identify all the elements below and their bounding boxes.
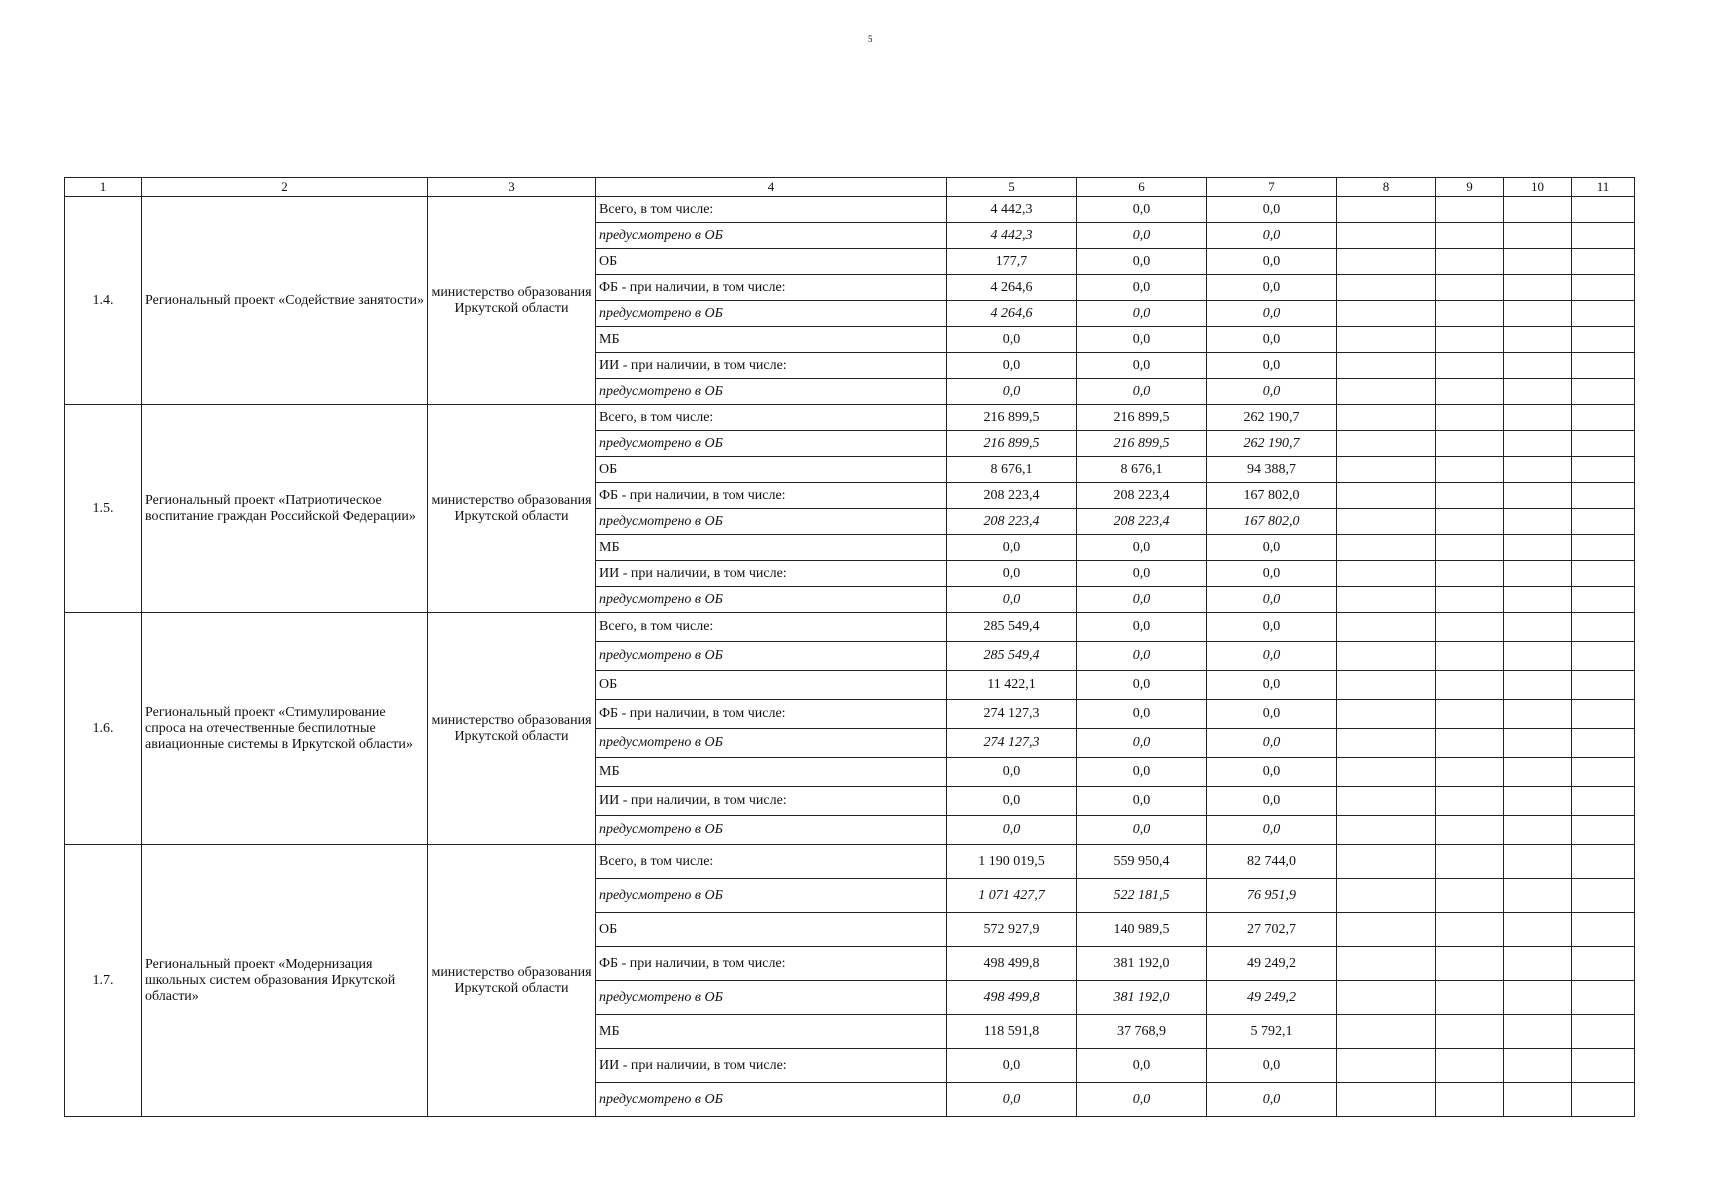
empty-cell (1572, 535, 1635, 561)
empty-cell (1337, 197, 1436, 223)
empty-cell (1572, 457, 1635, 483)
empty-cell (1337, 913, 1436, 947)
col-header: 10 (1504, 178, 1572, 197)
amount-cell: 0,0 (1207, 197, 1337, 223)
amount-cell: 0,0 (1077, 758, 1207, 787)
amount-cell: 0,0 (1077, 353, 1207, 379)
amount-cell: 0,0 (947, 587, 1077, 613)
empty-cell (1572, 405, 1635, 431)
amount-cell: 208 223,4 (947, 483, 1077, 509)
amount-cell: 262 190,7 (1207, 405, 1337, 431)
amount-cell: 216 899,5 (1077, 431, 1207, 457)
amount-cell: 0,0 (947, 535, 1077, 561)
amount-cell: 0,0 (1207, 671, 1337, 700)
amount-cell: 0,0 (1207, 1049, 1337, 1083)
empty-cell (1572, 249, 1635, 275)
amount-cell: 208 223,4 (1077, 483, 1207, 509)
empty-cell (1436, 483, 1504, 509)
amount-cell: 27 702,7 (1207, 913, 1337, 947)
empty-cell (1436, 587, 1504, 613)
funding-source-label: предусмотрено в ОБ (596, 1083, 947, 1117)
empty-cell (1337, 535, 1436, 561)
amount-cell: 82 744,0 (1207, 845, 1337, 879)
empty-cell (1337, 457, 1436, 483)
funding-source-label: ОБ (596, 671, 947, 700)
empty-cell (1436, 197, 1504, 223)
empty-cell (1504, 879, 1572, 913)
amount-cell: 4 442,3 (947, 223, 1077, 249)
funding-source-label: предусмотрено в ОБ (596, 301, 947, 327)
empty-cell (1572, 816, 1635, 845)
funding-source-label: ИИ - при наличии, в том числе: (596, 787, 947, 816)
empty-cell (1337, 587, 1436, 613)
empty-cell (1436, 275, 1504, 301)
col-header: 4 (596, 178, 947, 197)
amount-cell: 0,0 (1077, 561, 1207, 587)
empty-cell (1337, 879, 1436, 913)
funding-source-label: Всего, в том числе: (596, 845, 947, 879)
empty-cell (1504, 613, 1572, 642)
amount-cell: 0,0 (1077, 1083, 1207, 1117)
amount-cell: 1 071 427,7 (947, 879, 1077, 913)
funding-source-label: ОБ (596, 457, 947, 483)
amount-cell: 0,0 (947, 561, 1077, 587)
amount-cell: 118 591,8 (947, 1015, 1077, 1049)
funding-source-label: ИИ - при наличии, в том числе: (596, 1049, 947, 1083)
amount-cell: 0,0 (1207, 275, 1337, 301)
empty-cell (1572, 613, 1635, 642)
empty-cell (1337, 509, 1436, 535)
empty-cell (1504, 758, 1572, 787)
funding-source-label: предусмотрено в ОБ (596, 879, 947, 913)
funding-source-label: предусмотрено в ОБ (596, 981, 947, 1015)
amount-cell: 4 442,3 (947, 197, 1077, 223)
empty-cell (1436, 405, 1504, 431)
empty-cell (1504, 1049, 1572, 1083)
project-name: Региональный проект «Содействие занятости» (142, 197, 428, 405)
amount-cell: 0,0 (1077, 1049, 1207, 1083)
empty-cell (1436, 561, 1504, 587)
amount-cell: 0,0 (947, 758, 1077, 787)
funding-source-label: МБ (596, 758, 947, 787)
empty-cell (1572, 913, 1635, 947)
table-row (65, 613, 1635, 642)
amount-cell: 0,0 (1077, 327, 1207, 353)
responsible-org: министерство образования Иркутской области (428, 197, 596, 405)
empty-cell (1436, 913, 1504, 947)
amount-cell: 0,0 (1077, 379, 1207, 405)
empty-cell (1337, 816, 1436, 845)
empty-cell (1337, 729, 1436, 758)
empty-cell (1436, 431, 1504, 457)
amount-cell: 0,0 (1077, 587, 1207, 613)
empty-cell (1436, 758, 1504, 787)
amount-cell: 0,0 (1207, 729, 1337, 758)
empty-cell (1337, 1083, 1436, 1117)
amount-cell: 208 223,4 (947, 509, 1077, 535)
empty-cell (1436, 613, 1504, 642)
amount-cell: 0,0 (1207, 613, 1337, 642)
empty-cell (1504, 947, 1572, 981)
empty-cell (1337, 787, 1436, 816)
amount-cell: 0,0 (1077, 301, 1207, 327)
amount-cell: 0,0 (1077, 223, 1207, 249)
amount-cell: 0,0 (1207, 587, 1337, 613)
empty-cell (1504, 327, 1572, 353)
amount-cell: 0,0 (1207, 700, 1337, 729)
empty-cell (1337, 275, 1436, 301)
funding-source-label: МБ (596, 1015, 947, 1049)
amount-cell: 0,0 (1077, 787, 1207, 816)
empty-cell (1572, 223, 1635, 249)
empty-cell (1572, 700, 1635, 729)
empty-cell (1436, 249, 1504, 275)
amount-cell: 1 190 019,5 (947, 845, 1077, 879)
amount-cell: 0,0 (1207, 301, 1337, 327)
empty-cell (1436, 981, 1504, 1015)
empty-cell (1504, 483, 1572, 509)
empty-cell (1436, 729, 1504, 758)
responsible-org: министерство образования Иркутской области (428, 405, 596, 613)
empty-cell (1337, 1049, 1436, 1083)
funding-source-label: ФБ - при наличии, в том числе: (596, 947, 947, 981)
amount-cell: 285 549,4 (947, 613, 1077, 642)
empty-cell (1436, 787, 1504, 816)
empty-cell (1504, 431, 1572, 457)
col-header: 8 (1337, 178, 1436, 197)
amount-cell: 0,0 (1207, 642, 1337, 671)
amount-cell: 0,0 (1207, 816, 1337, 845)
empty-cell (1572, 275, 1635, 301)
funding-source-label: предусмотрено в ОБ (596, 729, 947, 758)
col-header: 2 (142, 178, 428, 197)
amount-cell: 5 792,1 (1207, 1015, 1337, 1049)
empty-cell (1504, 405, 1572, 431)
empty-cell (1572, 587, 1635, 613)
empty-cell (1504, 642, 1572, 671)
page-number: 5 (868, 34, 873, 44)
empty-cell (1504, 787, 1572, 816)
col-header: 1 (65, 178, 142, 197)
amount-cell: 11 422,1 (947, 671, 1077, 700)
funding-source-label: ИИ - при наличии, в том числе: (596, 561, 947, 587)
empty-cell (1504, 587, 1572, 613)
empty-cell (1504, 981, 1572, 1015)
amount-cell: 0,0 (1077, 613, 1207, 642)
amount-cell: 94 388,7 (1207, 457, 1337, 483)
amount-cell: 498 499,8 (947, 947, 1077, 981)
amount-cell: 8 676,1 (1077, 457, 1207, 483)
funding-source-label: Всего, в том числе: (596, 613, 947, 642)
col-header: 11 (1572, 178, 1635, 197)
col-header: 5 (947, 178, 1077, 197)
section-number: 1.4. (65, 197, 142, 405)
empty-cell (1504, 845, 1572, 879)
empty-cell (1572, 327, 1635, 353)
amount-cell: 0,0 (1077, 197, 1207, 223)
empty-cell (1572, 353, 1635, 379)
empty-cell (1504, 379, 1572, 405)
section-number: 1.7. (65, 845, 142, 1117)
funding-source-label: Всего, в том числе: (596, 197, 947, 223)
empty-cell (1337, 223, 1436, 249)
empty-cell (1337, 981, 1436, 1015)
empty-cell (1504, 1083, 1572, 1117)
amount-cell: 0,0 (947, 816, 1077, 845)
amount-cell: 0,0 (1207, 353, 1337, 379)
empty-cell (1436, 947, 1504, 981)
amount-cell: 0,0 (1207, 758, 1337, 787)
empty-cell (1504, 671, 1572, 700)
amount-cell: 0,0 (1207, 223, 1337, 249)
amount-cell: 572 927,9 (947, 913, 1077, 947)
amount-cell: 0,0 (947, 1083, 1077, 1117)
funding-source-label: предусмотрено в ОБ (596, 816, 947, 845)
funding-source-label: МБ (596, 535, 947, 561)
amount-cell: 274 127,3 (947, 700, 1077, 729)
empty-cell (1436, 535, 1504, 561)
empty-cell (1337, 249, 1436, 275)
empty-cell (1504, 816, 1572, 845)
empty-cell (1572, 1049, 1635, 1083)
empty-cell (1337, 671, 1436, 700)
amount-cell: 285 549,4 (947, 642, 1077, 671)
empty-cell (1337, 613, 1436, 642)
empty-cell (1572, 879, 1635, 913)
empty-cell (1436, 353, 1504, 379)
funding-source-label: МБ (596, 327, 947, 353)
empty-cell (1504, 223, 1572, 249)
col-header: 6 (1077, 178, 1207, 197)
amount-cell: 8 676,1 (947, 457, 1077, 483)
empty-cell (1572, 981, 1635, 1015)
empty-cell (1337, 642, 1436, 671)
col-header: 7 (1207, 178, 1337, 197)
amount-cell: 0,0 (1077, 275, 1207, 301)
amount-cell: 0,0 (1077, 671, 1207, 700)
table-row (65, 197, 1635, 223)
funding-source-label: предусмотрено в ОБ (596, 509, 947, 535)
amount-cell: 37 768,9 (1077, 1015, 1207, 1049)
amount-cell: 216 899,5 (947, 405, 1077, 431)
empty-cell (1436, 379, 1504, 405)
responsible-org: министерство образования Иркутской области (428, 613, 596, 845)
amount-cell: 0,0 (1207, 561, 1337, 587)
amount-cell: 49 249,2 (1207, 981, 1337, 1015)
empty-cell (1436, 457, 1504, 483)
amount-cell: 4 264,6 (947, 275, 1077, 301)
empty-cell (1337, 405, 1436, 431)
amount-cell: 0,0 (1077, 700, 1207, 729)
table-body (65, 197, 1635, 1117)
amount-cell: 0,0 (947, 379, 1077, 405)
empty-cell (1436, 845, 1504, 879)
amount-cell: 177,7 (947, 249, 1077, 275)
amount-cell: 522 181,5 (1077, 879, 1207, 913)
empty-cell (1436, 816, 1504, 845)
amount-cell: 0,0 (947, 353, 1077, 379)
empty-cell (1436, 1049, 1504, 1083)
funding-source-label: предусмотрено в ОБ (596, 379, 947, 405)
empty-cell (1337, 1015, 1436, 1049)
empty-cell (1337, 758, 1436, 787)
funding-source-label: ОБ (596, 913, 947, 947)
empty-cell (1572, 787, 1635, 816)
funding-source-label: предусмотрено в ОБ (596, 431, 947, 457)
amount-cell: 0,0 (947, 1049, 1077, 1083)
amount-cell: 0,0 (1077, 535, 1207, 561)
empty-cell (1504, 729, 1572, 758)
empty-cell (1504, 509, 1572, 535)
amount-cell: 0,0 (947, 787, 1077, 816)
section-number: 1.6. (65, 613, 142, 845)
funding-source-label: предусмотрено в ОБ (596, 642, 947, 671)
empty-cell (1436, 1015, 1504, 1049)
amount-cell: 208 223,4 (1077, 509, 1207, 535)
empty-cell (1572, 845, 1635, 879)
amount-cell: 381 192,0 (1077, 981, 1207, 1015)
amount-cell: 262 190,7 (1207, 431, 1337, 457)
project-name: Региональный проект «Стимулирование спроса на отечественные беспилотные авиационные системы в Иркутской области» (142, 613, 428, 845)
funding-source-label: ОБ (596, 249, 947, 275)
amount-cell: 216 899,5 (947, 431, 1077, 457)
empty-cell (1504, 700, 1572, 729)
empty-cell (1436, 327, 1504, 353)
amount-cell: 381 192,0 (1077, 947, 1207, 981)
empty-cell (1572, 729, 1635, 758)
amount-cell: 0,0 (1207, 1083, 1337, 1117)
col-header: 9 (1436, 178, 1504, 197)
header-row (65, 178, 1635, 197)
empty-cell (1436, 301, 1504, 327)
empty-cell (1572, 1015, 1635, 1049)
empty-cell (1436, 671, 1504, 700)
project-name: Региональный проект «Патриотическое воспитание граждан Российской Федерации» (142, 405, 428, 613)
empty-cell (1436, 642, 1504, 671)
empty-cell (1504, 353, 1572, 379)
amount-cell: 0,0 (1207, 535, 1337, 561)
amount-cell: 216 899,5 (1077, 405, 1207, 431)
section-number: 1.5. (65, 405, 142, 613)
empty-cell (1572, 947, 1635, 981)
empty-cell (1504, 561, 1572, 587)
empty-cell (1337, 353, 1436, 379)
budget-table (64, 177, 1635, 1117)
funding-source-label: Всего, в том числе: (596, 405, 947, 431)
empty-cell (1572, 197, 1635, 223)
amount-cell: 0,0 (1077, 729, 1207, 758)
empty-cell (1572, 483, 1635, 509)
empty-cell (1504, 535, 1572, 561)
empty-cell (1572, 758, 1635, 787)
empty-cell (1337, 379, 1436, 405)
amount-cell: 274 127,3 (947, 729, 1077, 758)
amount-cell: 140 989,5 (1077, 913, 1207, 947)
empty-cell (1337, 561, 1436, 587)
empty-cell (1337, 845, 1436, 879)
empty-cell (1572, 1083, 1635, 1117)
empty-cell (1337, 327, 1436, 353)
amount-cell: 559 950,4 (1077, 845, 1207, 879)
empty-cell (1436, 879, 1504, 913)
empty-cell (1504, 275, 1572, 301)
empty-cell (1504, 1015, 1572, 1049)
empty-cell (1572, 379, 1635, 405)
empty-cell (1572, 431, 1635, 457)
amount-cell: 0,0 (1207, 327, 1337, 353)
col-header: 3 (428, 178, 596, 197)
amount-cell: 0,0 (1207, 379, 1337, 405)
table-row (65, 405, 1635, 431)
table-row (65, 845, 1635, 879)
empty-cell (1504, 249, 1572, 275)
empty-cell (1504, 301, 1572, 327)
amount-cell: 76 951,9 (1207, 879, 1337, 913)
amount-cell: 167 802,0 (1207, 509, 1337, 535)
funding-source-label: предусмотрено в ОБ (596, 223, 947, 249)
empty-cell (1504, 197, 1572, 223)
funding-source-label: ИИ - при наличии, в том числе: (596, 353, 947, 379)
amount-cell: 167 802,0 (1207, 483, 1337, 509)
empty-cell (1436, 223, 1504, 249)
empty-cell (1572, 671, 1635, 700)
amount-cell: 49 249,2 (1207, 947, 1337, 981)
responsible-org: министерство образования Иркутской области (428, 845, 596, 1117)
empty-cell (1572, 301, 1635, 327)
empty-cell (1337, 483, 1436, 509)
empty-cell (1572, 509, 1635, 535)
funding-source-label: ФБ - при наличии, в том числе: (596, 483, 947, 509)
empty-cell (1572, 642, 1635, 671)
empty-cell (1337, 431, 1436, 457)
project-name: Региональный проект «Модернизация школьных систем образования Иркутской области» (142, 845, 428, 1117)
empty-cell (1572, 561, 1635, 587)
empty-cell (1337, 700, 1436, 729)
empty-cell (1504, 457, 1572, 483)
amount-cell: 0,0 (1207, 249, 1337, 275)
empty-cell (1436, 1083, 1504, 1117)
empty-cell (1504, 913, 1572, 947)
empty-cell (1436, 509, 1504, 535)
empty-cell (1337, 301, 1436, 327)
amount-cell: 0,0 (1207, 787, 1337, 816)
empty-cell (1436, 700, 1504, 729)
empty-cell (1337, 947, 1436, 981)
amount-cell: 0,0 (1077, 816, 1207, 845)
amount-cell: 498 499,8 (947, 981, 1077, 1015)
amount-cell: 0,0 (947, 327, 1077, 353)
funding-source-label: предусмотрено в ОБ (596, 587, 947, 613)
amount-cell: 0,0 (1077, 249, 1207, 275)
funding-source-label: ФБ - при наличии, в том числе: (596, 275, 947, 301)
amount-cell: 4 264,6 (947, 301, 1077, 327)
funding-source-label: ФБ - при наличии, в том числе: (596, 700, 947, 729)
amount-cell: 0,0 (1077, 642, 1207, 671)
